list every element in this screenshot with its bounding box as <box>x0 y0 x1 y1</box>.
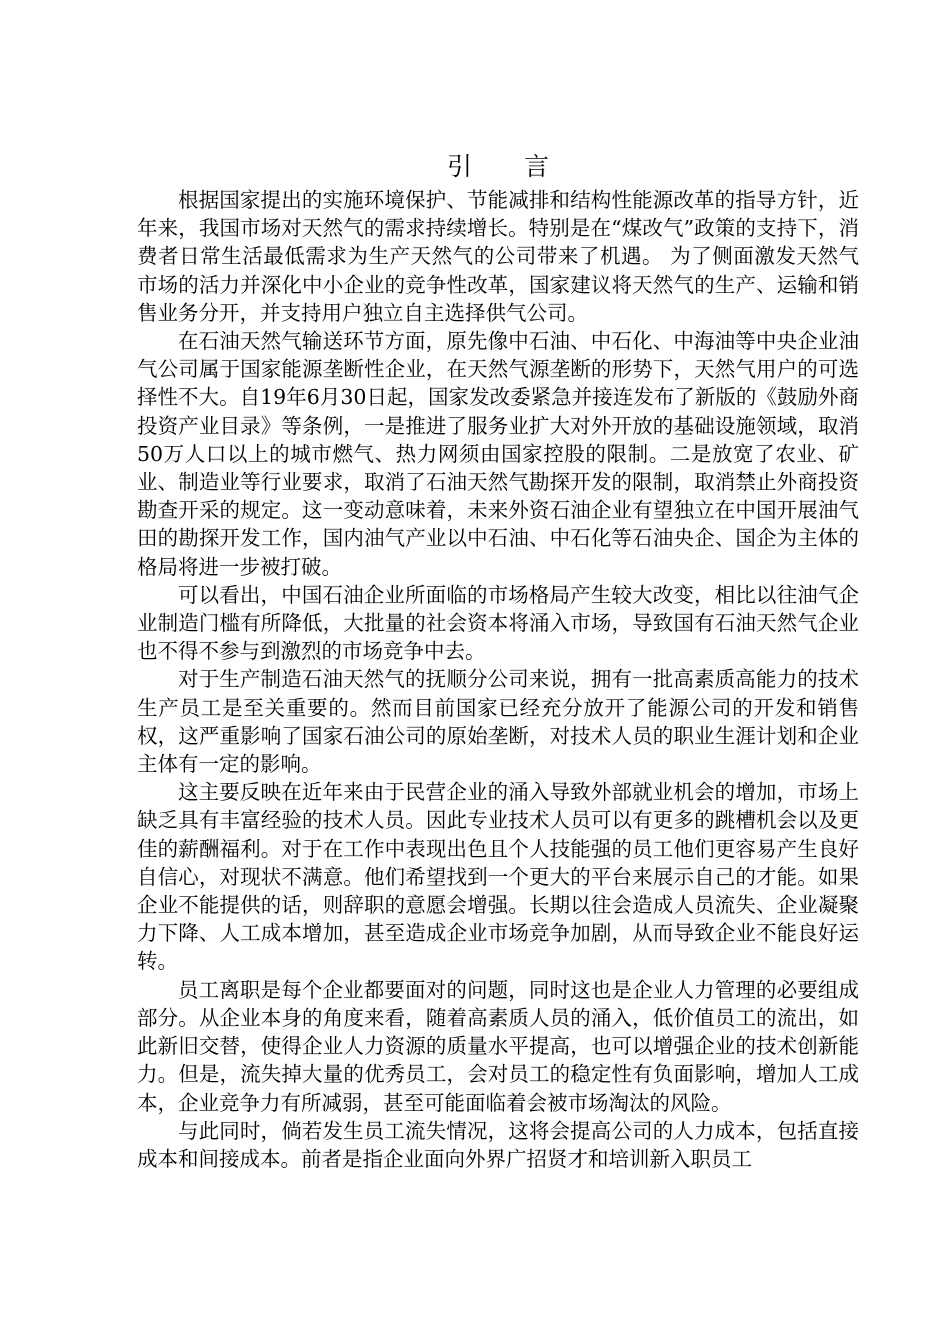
section-title <box>137 150 859 186</box>
paragraph-6: 员工离职是每个企业都要面对的问题，同时这也是企业人力管理的必要组成部分。从企业本身的角度来看，随着高素质人员的涌入，低价值员工的流出，如此新旧交替，使得企业人力资源的质量水平提高，也可以增强企业的技术创新能力。但是，流失掉大量的优秀员工，会对员工的稳定性有负面影响，增加人工成本，企业竞争力有所减弱，甚至可能面临着会被市场淘汰的风险。 <box>137 977 859 1115</box>
paragraph-4: 对于生产制造石油天然气的抚顺分公司来说，拥有一批高素质高能力的技术生产员工是至关重要的。然而目前国家已经充分放开了能源公司的开发和销售权，这严重影响了国家石油公司的原始垄断，对技术人员的职业生涯计划和企业主体有一定的影响。 <box>137 667 859 777</box>
paragraph-5: 这主要反映在近年来由于民营企业的涌入导致外部就业机会的增加，市场上缺乏具有丰富经验的技术人员。因此专业技术人员可以有更多的跳槽机会以及更佳的薪酬福利。对于在工作中表现出色且个人技能强的员工他们更容易产生良好自信心，对现状不满意。他们希望找到一个更大的平台来展示自己的才能。如果企业不能提供的话，则辞职的意愿会增强。长期以往会造成人员流失、企业凝聚力下降、人工成本增加，甚至造成企业市场竞争加剧，从而导致企业不能良好运转。 <box>137 780 859 974</box>
document-body <box>137 150 859 1173</box>
section-title-char-2: 言 <box>524 152 550 181</box>
paragraph-2: 在石油天然气输送环节方面，原先像中石油、中石化、中海油等中央企业油气公司属于国家能源垄断性企业，在天然气源垄断的形势下，天然气用户的可选择性不大。自19年6月30日起，国家发改委紧急并接连发布了新版的《鼓励外商投资产业目录》等条例，一是推进了服务业扩大对外开放的基础设施领域，取消50万人口以上的城市燃气、热力网须由国家控股的限制。二是放宽了农业、矿业、制造业等行业要求，取消了石油天然气勘探开发的限制，取消禁止外商投资勘查开采的规定。这一变动意味着，未来外资石油企业有望独立在中国开展油气田的勘探开发工作，国内油气产业以中石油、中石化等石油央企、国企为主体的格局将进一步被打破。 <box>137 329 859 579</box>
paragraph-7: 与此同时，倘若发生员工流失情况，这将会提高公司的人力成本，包括直接成本和间接成本。前者是指企业面向外界广招贤才和培训新入职员工 <box>137 1118 859 1171</box>
paragraph-3: 可以看出，中国石油企业所面临的市场格局产生较大改变，相比以往油气企业制造门槛有所降低，大批量的社会资本将涌入市场，导致国有石油天然气企业也不得不参与到激烈的市场竞争中去。 <box>137 582 859 664</box>
section-title-char-1: 引 <box>446 152 472 181</box>
paragraph-1: 根据国家提出的实施环境保护、节能减排和结构性能源改革的指导方针，近年来，我国市场对天然气的需求持续增长。特别是在“煤改气”政策的支持下，消费者日常生活最低需求为生产天然气的公司带来了机遇。 为了侧面激发天然气市场的活力并深化中小企业的竞争性改革，国家建议将天然气的生产、运输和销售业务分开，并支持用户独立自主选择供气公司。 <box>137 188 859 325</box>
